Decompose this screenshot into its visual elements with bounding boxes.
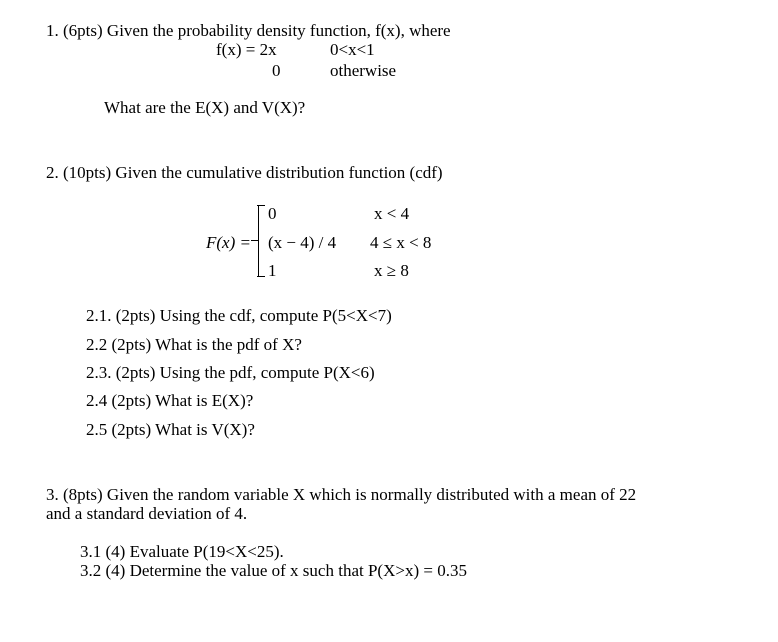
q1-pdf-case1-expr: f(x) = 2x [216,40,277,59]
cdf-brace [258,205,266,277]
cdf-case-cond: x ≥ 8 [374,261,409,280]
cdf-case-expr: 0 [268,204,277,223]
q1-pdf-case2-expr: 0 [272,61,281,80]
q2-heading: 2. (10pts) Given the cumulative distribution function (cdf) [46,163,443,182]
q1-pdf-case2-cond: otherwise [330,61,397,80]
cdf-case-expr: (x − 4) / 4 [268,233,337,252]
q3-heading: 3. (8pts) Given the random variable X which is normally distributed with a mean of 22 [46,485,637,504]
q1-question: What are the E(X) and V(X)? [104,98,306,117]
cdf-lhs: F(x) = [206,233,251,252]
q2-subquestion: 2.1. (2pts) Using the cdf, compute P(5<X<7) [86,306,392,325]
cdf-case-expr: 1 [268,261,277,280]
q2-subquestion: 2.2 (2pts) What is the pdf of X? [86,335,302,354]
cdf-case-cond: x < 4 [374,204,410,223]
q3-subquestion: 3.1 (4) Evaluate P(19<X<25). [80,542,284,561]
q1-pdf-case1-cond: 0<x<1 [330,40,375,59]
q2-subquestion: 2.4 (2pts) What is E(X)? [86,391,254,410]
q3-heading-continued: and a standard deviation of 4. [46,504,248,523]
cdf-case-cond: 4 ≤ x < 8 [370,233,432,252]
q1-heading: 1. (6pts) Given the probability density function, f(x), where [46,21,451,40]
q2-subquestion: 2.3. (2pts) Using the pdf, compute P(X<6) [86,363,375,382]
q3-subquestion: 3.2 (4) Determine the value of x such that P(X>x) = 0.35 [80,561,467,580]
q2-subquestion: 2.5 (2pts) What is V(X)? [86,420,255,439]
